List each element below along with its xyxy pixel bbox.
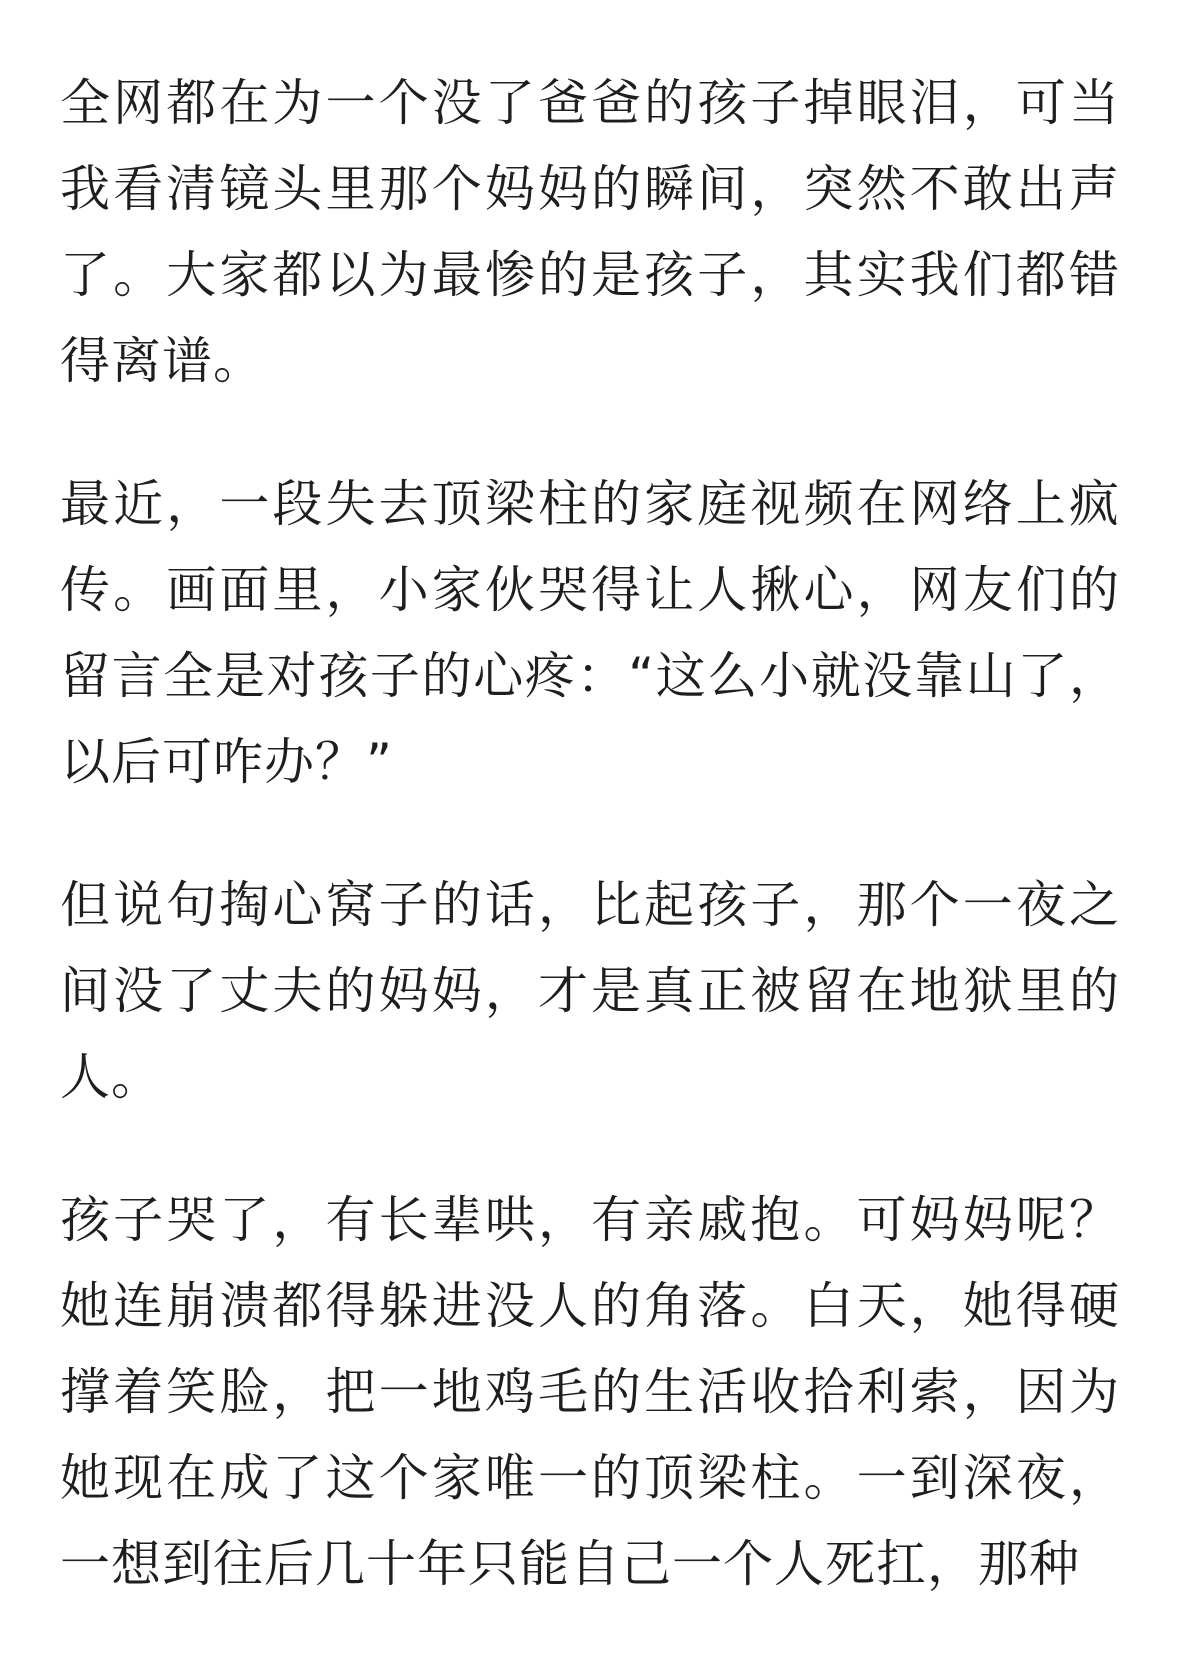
paragraph-3: 但说句掏心窝子的话，比起孩子，那个一夜之间没了丈夫的妈妈，才是真正被留在地狱里的人。 xyxy=(60,876,1120,1106)
paragraph-4: 孩子哭了，有长辈哄，有亲戚抱。可妈妈呢？她连崩溃都得躲进没人的角落。白天，她得硬撑着笑脸，把一地鸡毛的生活收拾利索，因为她现在成了这个家唯一的顶梁柱。一到深夜，一想到往后几十年只能自己一个人死扛，那种 xyxy=(60,1191,1120,1593)
paragraph-1: 全网都在为一个没了爸爸的孩子掉眼泪，可当我看清镜头里那个妈妈的瞬间，突然不敢出声了。大家都以为最惨的是孩子，其实我们都错得离谱。 xyxy=(60,74,1120,390)
paragraph-2: 最近，一段失去顶梁柱的家庭视频在网络上疯传。画面里，小家伙哭得让人揪心，网友们的留言全是对孩子的心疼：“这么小就没靠山了，以后可咋办？” xyxy=(60,475,1120,791)
article-body xyxy=(60,60,1120,1664)
